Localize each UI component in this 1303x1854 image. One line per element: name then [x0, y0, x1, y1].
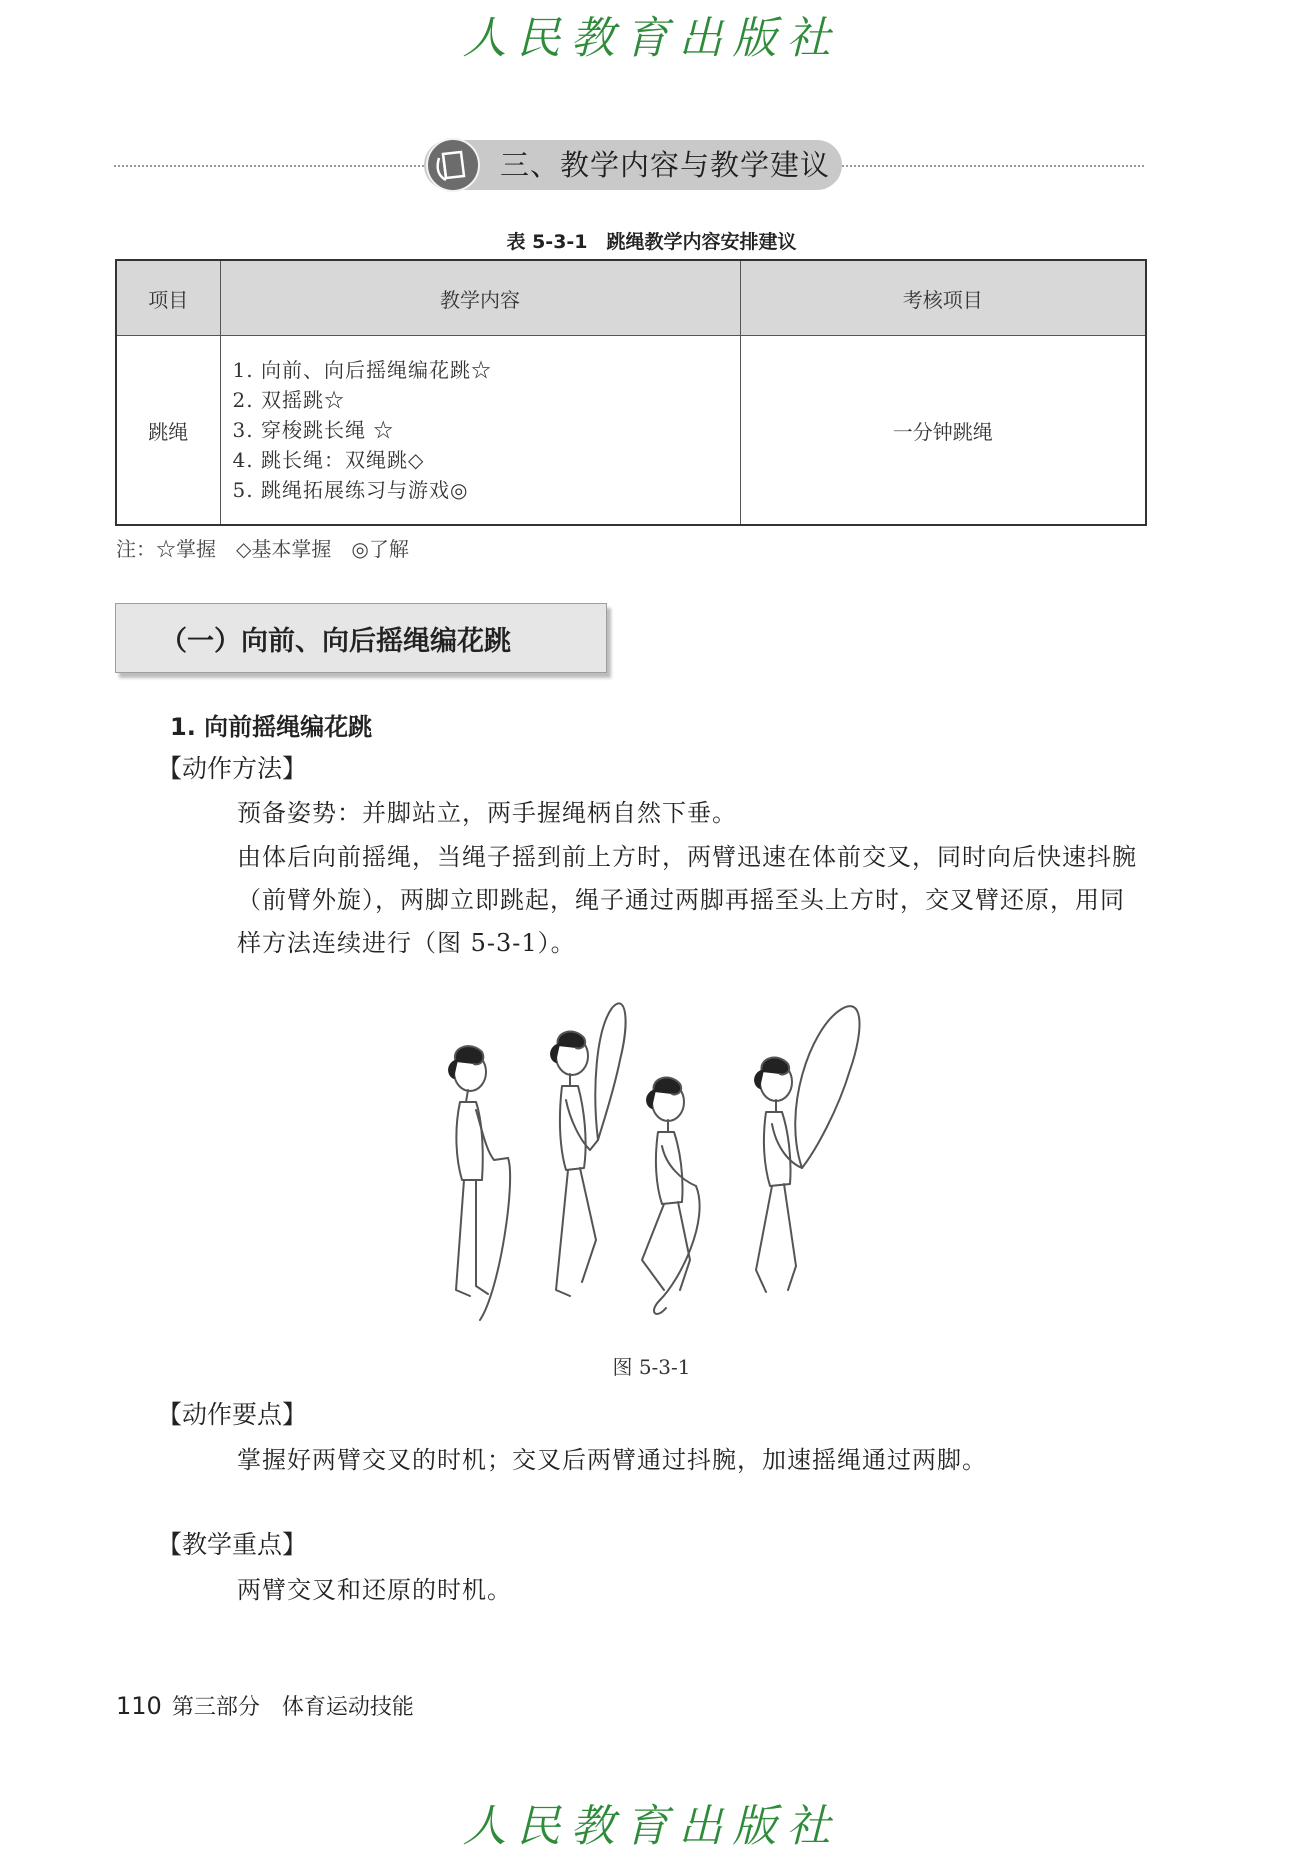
method-label: 【动作方法】 [157, 754, 308, 783]
subsection-title: （一）向前、向后摇绳编花跳 [160, 626, 511, 657]
method-ready-text: 预备姿势：并脚站立，两手握绳柄自然下垂。 [237, 799, 737, 827]
cell-content [220, 336, 740, 526]
header-item: 项目 [116, 260, 220, 336]
figure-pose-4 [755, 1006, 859, 1292]
content-item: 1. 向前、向后摇绳编花跳☆ [232, 358, 492, 382]
header-assessment: 考核项目 [740, 260, 1146, 336]
teaching-plan-table [115, 259, 1147, 526]
item-heading: 1. 向前摇绳编花跳 [170, 713, 373, 741]
content-item: 2. 双摇跳☆ [232, 388, 345, 412]
table-note: 注：☆掌握 ◇基本掌握 ◎了解 [116, 537, 409, 561]
content-item: 4. 跳长绳：双绳跳◇ [232, 448, 425, 472]
figure-caption: 图 5-3-1 [612, 1355, 691, 1379]
figure-pose-2 [551, 1003, 625, 1296]
key-points-text: 掌握好两臂交叉的时机；交叉后两臂通过抖腕，加速摇绳通过两脚。 [237, 1446, 987, 1474]
teaching-focus-text: 两臂交叉和还原的时机。 [237, 1576, 512, 1604]
table-caption: 表 5-3-1 跳绳教学内容安排建议 [506, 231, 797, 253]
jump-rope-figure [420, 990, 900, 1330]
content-item: 3. 穿梭跳长绳 ☆ [232, 418, 395, 442]
figure-pose-3 [642, 1078, 700, 1314]
part-title: 第三部分 体育运动技能 [171, 1695, 414, 1720]
key-points-label: 【动作要点】 [157, 1400, 308, 1429]
page-footer [116, 1690, 414, 1721]
header-content: 教学内容 [220, 260, 740, 336]
method-body-text: 由体后向前摇绳，当绳子摇到前上方时，两臂迅速在体前交叉，同时向后快速抖腕（前臂外旋），两脚立即跳起，绳子通过两脚再摇至头上方时，交叉臂还原，用同样方法连续进行（图 5-3-1）。 [237, 843, 1137, 957]
teaching-focus-label: 【教学重点】 [157, 1530, 308, 1559]
content-item: 5. 跳绳拓展练习与游戏◎ [232, 478, 469, 502]
cell-item: 跳绳 [116, 336, 220, 526]
cell-assessment: 一分钟跳绳 [740, 336, 1146, 526]
section-title: 三、教学内容与教学建议 [500, 148, 831, 182]
figure-pose-1 [449, 1046, 510, 1320]
publisher-logo-bottom: 人民教育出版社 [462, 1801, 841, 1852]
page-number: 110 [116, 1692, 162, 1720]
book-icon [426, 138, 480, 192]
publisher-logo-top: 人民教育出版社 [462, 13, 841, 64]
